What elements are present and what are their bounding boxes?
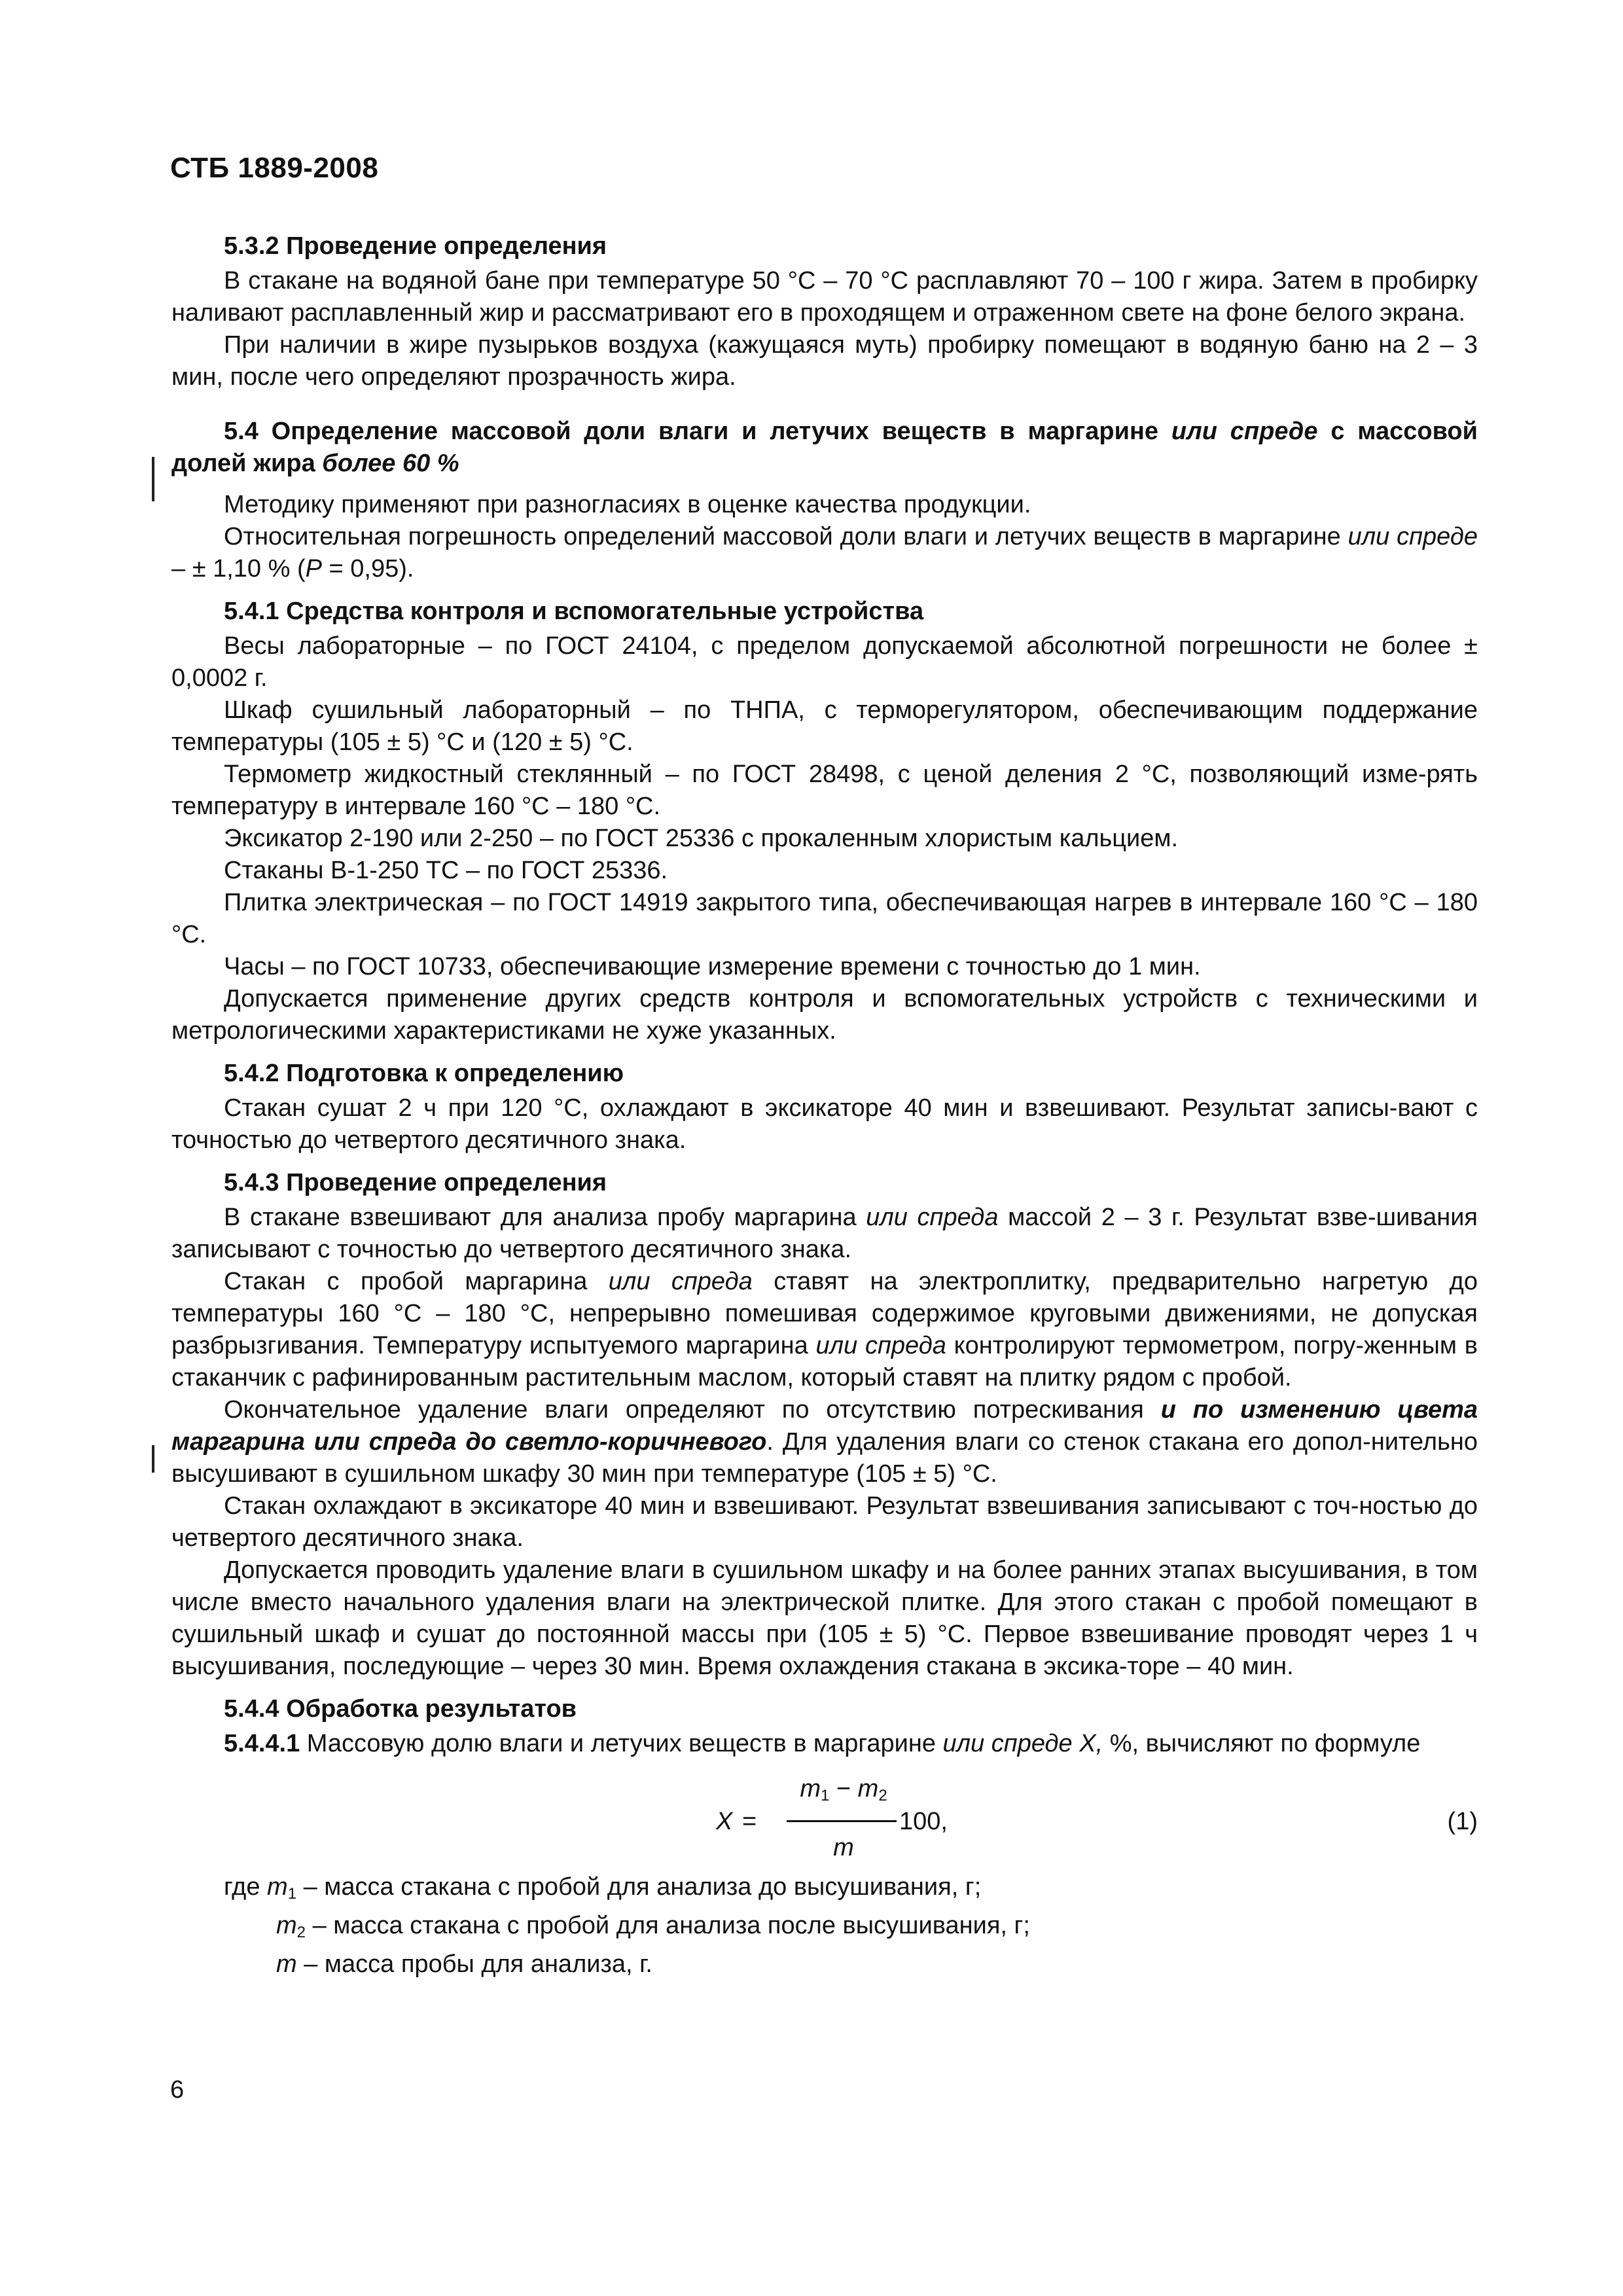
formula-lhs: X <box>716 1808 733 1835</box>
formula <box>716 1773 952 1871</box>
paragraph: Допускается проводить удаление влаги в сушильном шкафу и на более ранних этапах высушивания, в том числе вместо начального удаления влаги на электрической плитке. Для этого стакан с пробой помещают в сушильный шкаф и сушат до постоянной массы при (105 ± 5) °С. Первое взвешивание проводят через 1 ч высушивания, последующие – через 30 мин. Время охлаждения стакана в эксика-торе – 40 мин. <box>171 1556 1478 1680</box>
equipment-item: Часы – по ГОСТ 10733, обеспечивающие измерение времени с точностью до 1 мин. <box>224 953 1201 980</box>
section-title-5-4-4: 5.4.4 Обработка результатов <box>224 1695 577 1723</box>
document-body <box>171 230 1478 1981</box>
section-title-5-4: 5.4 Определение массовой доли влаги и летучих веществ в маргарине или спреде с массовой долей жира более 60 % <box>171 418 1478 477</box>
variable-definition: где $m_1$ – масса стакана с пробой для анализа до высушивания, г; <box>224 1873 982 1903</box>
section-title-5-4-3: 5.4.3 Проведение определения <box>224 1169 607 1196</box>
paragraph: В стакане на водяной бане при температуре 50 °С – 70 °С расплавляют 70 – 100 г жира. Затем в пробирку наливают расплавленный жир и рассматривают его в проходящем и отраженном свете на фоне белого экрана. <box>171 267 1478 327</box>
page-number: 6 <box>170 2076 185 2104</box>
formula-factor: 100, <box>899 1808 948 1835</box>
paragraph: Методику применяют при разногласиях в оценке качества продукции. <box>224 491 1031 518</box>
section-title-5-4-2: 5.4.2 Подготовка к определению <box>224 1060 624 1087</box>
document-header: СТБ 1889-2008 <box>170 152 379 184</box>
equipment-item: Термометр жидкостный стеклянный – по ГОСТ 28498, с ценой деления 2 °С, позволяющий изме-рять температуру в интервале 160 °С – 180 °С. <box>171 761 1478 820</box>
formula-row <box>171 1773 1478 1871</box>
section-title-5-4-1: 5.4.1 Средства контроля и вспомогательные устройства <box>224 598 924 625</box>
paragraph: В стакане взвешивают для анализа пробу маргарина или спреда массой 2 – 3 г. Результат взве-шивания записывают с точностью до четвертого десятичного знака. <box>171 1204 1478 1263</box>
paragraph: При наличии в жире пузырьков воздуха (кажущаяся муть) пробирку помещают в водяную баню на 2 – 3 мин, после чего определяют прозрачность жира. <box>171 331 1478 391</box>
fraction-bar <box>787 1820 897 1822</box>
paragraph: Стакан сушат 2 ч при 120 °С, охлаждают в эксикаторе 40 мин и взвешивают. Результат записы-вают с точностью до четвертого десятичного знака. <box>171 1094 1478 1154</box>
change-bar <box>152 1445 154 1473</box>
equipment-item: Весы лабораторные – по ГОСТ 24104, с пределом допускаемой абсолютной погрешности не более ± 0,0002 г. <box>171 632 1478 692</box>
formula-numerator: $m_1 - m_2$ <box>800 1775 887 1804</box>
paragraph: Стакан с пробой маргарина или спреда ставят на электроплитку, предварительно нагретую до температуры 160 °С – 180 °С, непрерывно помешивая содержимое круговыми движениями, не допуская разбрызгивания. Температуру испытуемого маргарина или спреда контролируют термометром, погру-женным в стаканчик с рафинированным растительным маслом, который ставят на плитку рядом с пробой. <box>171 1268 1478 1391</box>
equipment-item: Плитка электрическая – по ГОСТ 14919 закрытого типа, обеспечивающая нагрев в интервале 160 °С – 180 °С. <box>171 889 1478 948</box>
equipment-item: Эксикатор 2-190 или 2-250 – по ГОСТ 25336 с прокаленным хлористым кальцием. <box>224 825 1179 852</box>
paragraph: Относительная погрешность определений массовой доли влаги и летучих веществ в маргарине или спреде – ± 1,10 % (Р = 0,95). <box>171 523 1478 583</box>
section-title-5-3-2: 5.3.2 Проведение определения <box>224 232 607 260</box>
formula-equals: = <box>742 1808 757 1835</box>
paragraph: 5.4.4.1 Массовую долю влаги и летучих веществ в маргарине или спреде Х, %, вычисляют по формуле <box>224 1730 1421 1757</box>
formula-number: (1) <box>1447 1808 1478 1835</box>
variable-definitions <box>171 1871 1478 1981</box>
variable-definition: m – масса пробы для анализа, г. <box>276 1950 652 1978</box>
change-bar <box>152 457 154 501</box>
equipment-item: Допускается применение других средств контроля и вспомогательных устройств с техническими и метрологическими характеристиками не хуже указанных. <box>171 985 1478 1045</box>
formula-denominator: m <box>833 1834 854 1861</box>
paragraph: Окончательное удаление влаги определяют по отсутствию потрескивания и по изменению цвета маргарина или спреда до светло-коричневого. Для удаления влаги со стенок стакана его допол-нительно высушивают в сушильном шкафу 30 мин при температуре (105 ± 5) °С. <box>171 1396 1478 1488</box>
equipment-item: Стаканы В-1-250 ТС – по ГОСТ 25336. <box>224 857 668 884</box>
equipment-item: Шкаф сушильный лабораторный – по ТНПА, с терморегулятором, обеспечивающим поддержание температуры (105 ± 5) °С и (120 ± 5) °С. <box>171 696 1478 756</box>
paragraph: Стакан охлаждают в эксикаторе 40 мин и взвешивают. Результат взвешивания записывают с точ-ностью до четвертого десятичного знака. <box>171 1492 1478 1552</box>
variable-definition: $m_2$ – масса стакана с пробой для анализа после высушивания, г; <box>276 1912 1030 1941</box>
